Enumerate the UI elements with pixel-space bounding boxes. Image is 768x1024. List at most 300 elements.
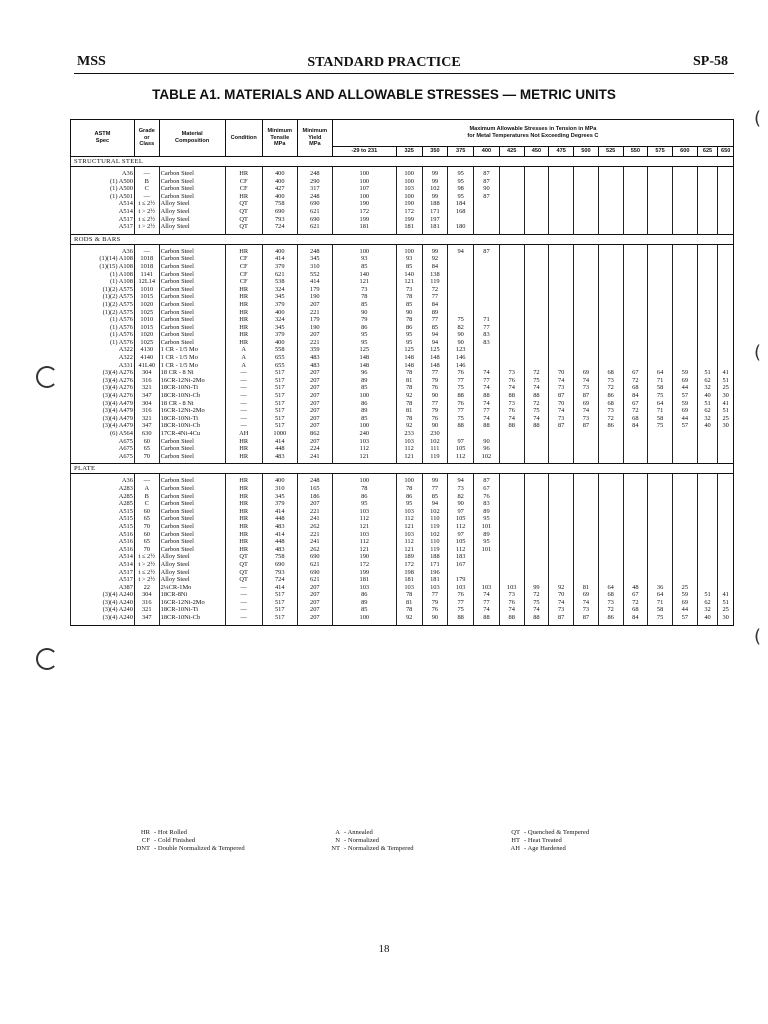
table-cell: Carbon Steel: [159, 331, 225, 339]
table-cell: 400: [262, 248, 297, 256]
table-cell: 90: [422, 422, 448, 430]
table-cell: 324: [262, 286, 297, 294]
table-cell: 59: [672, 400, 697, 408]
spacer-cell: [672, 622, 697, 626]
temp-col-7: 475: [549, 147, 574, 157]
table-cell: [549, 301, 574, 309]
table-cell: [623, 546, 648, 554]
table-cell: [623, 500, 648, 508]
table-cell: (1) A576: [71, 339, 135, 347]
table-cell: 4130: [134, 346, 159, 354]
table-cell: 103: [332, 584, 396, 592]
table-cell: [697, 531, 718, 539]
table-cell: [648, 263, 673, 271]
table-cell: Carbon Steel: [159, 193, 225, 201]
table-cell: 111: [422, 445, 448, 453]
table-cell: 88: [448, 392, 474, 400]
table-cell: A516: [71, 538, 135, 546]
table-cell: 86: [332, 591, 396, 599]
table-cell: [672, 248, 697, 256]
table-cell: 552: [297, 271, 332, 279]
table-cell: 172: [332, 208, 396, 216]
table-cell: (3)(4) A240: [71, 606, 135, 614]
section-row: [71, 234, 734, 244]
table-cell: [697, 561, 718, 569]
table-cell: [499, 515, 524, 523]
table-row: [71, 430, 734, 438]
table-row: [71, 248, 734, 256]
table-cell: 40: [697, 392, 718, 400]
table-cell: 41: [718, 400, 734, 408]
table-row: [71, 316, 734, 324]
page-number: 18: [378, 943, 390, 955]
table-cell: [448, 263, 474, 271]
table-cell: [623, 316, 648, 324]
table-cell: 74: [524, 415, 549, 423]
yield-label-2: Yield: [308, 134, 322, 141]
table-cell: 73: [549, 415, 574, 423]
table-cell: [524, 553, 549, 561]
table-cell: 76: [448, 400, 474, 408]
table-cell: 65: [134, 445, 159, 453]
table-cell: [499, 445, 524, 453]
table-cell: 1025: [134, 339, 159, 347]
table-cell: [549, 531, 574, 539]
legend-dash: -: [344, 837, 348, 844]
table-cell: 77: [474, 377, 500, 385]
table-cell: [648, 523, 673, 531]
table-row: [71, 301, 734, 309]
table-cell: 207: [297, 591, 332, 599]
table-cell: [574, 523, 599, 531]
legend-column-2: [320, 829, 414, 853]
table-cell: [549, 170, 574, 178]
legend-item: [500, 829, 589, 837]
table-cell: [648, 193, 673, 201]
table-cell: [574, 477, 599, 485]
table-cell: [672, 301, 697, 309]
table-cell: 76: [499, 599, 524, 607]
section-row: [71, 157, 734, 167]
table-cell: [648, 508, 673, 516]
table-cell: 483: [262, 546, 297, 554]
table-cell: 90: [396, 309, 422, 317]
table-cell: [524, 208, 549, 216]
table-cell: [598, 339, 623, 347]
table-cell: [574, 248, 599, 256]
table-cell: [549, 255, 574, 263]
table-row: [71, 538, 734, 546]
table-cell: 123: [448, 346, 474, 354]
table-cell: 199: [332, 569, 396, 577]
table-row: [71, 392, 734, 400]
table-cell: 73: [499, 369, 524, 377]
table-cell: 74: [474, 591, 500, 599]
table-cell: 92: [422, 255, 448, 263]
table-cell: —: [225, 606, 262, 614]
table-cell: 99: [422, 178, 448, 186]
table-cell: [549, 523, 574, 531]
table-head: [71, 120, 734, 157]
table-cell: [499, 569, 524, 577]
table-cell: 75: [448, 606, 474, 614]
table-cell: [623, 324, 648, 332]
table-cell: 621: [262, 271, 297, 279]
table-cell: 76: [422, 606, 448, 614]
table-cell: t > 2½: [134, 561, 159, 569]
table-cell: [474, 255, 500, 263]
table-cell: 1000: [262, 430, 297, 438]
table-cell: [574, 493, 599, 501]
legend-dash: -: [524, 845, 528, 852]
max-stress-label-1: Maximum Allowable Stresses in Tension in MPa: [469, 126, 597, 133]
table-cell: 87: [474, 170, 500, 178]
table-cell: [697, 185, 718, 193]
table-cell: HR: [225, 508, 262, 516]
table-cell: 78: [332, 485, 396, 493]
table-cell: [623, 185, 648, 193]
table-cell: 75: [648, 614, 673, 622]
table-cell: [718, 523, 734, 531]
table-cell: [524, 223, 549, 231]
table-cell: 103: [396, 508, 422, 516]
table-cell: [524, 170, 549, 178]
temp-col-12: 600: [672, 147, 697, 157]
table-cell: 483: [262, 453, 297, 461]
table-cell: [718, 430, 734, 438]
table-cell: A516: [71, 546, 135, 554]
table-cell: [697, 255, 718, 263]
table-cell: 75: [448, 384, 474, 392]
table-cell: [574, 438, 599, 446]
table-cell: [623, 263, 648, 271]
legend-text: Heat Treated: [527, 837, 562, 844]
table-row: [71, 546, 734, 554]
table-cell: 107: [332, 185, 396, 193]
table-cell: —: [225, 599, 262, 607]
table-cell: [598, 500, 623, 508]
table-cell: 517: [262, 369, 297, 377]
table-cell: [524, 278, 549, 286]
table-cell: 62: [697, 599, 718, 607]
table-cell: A: [225, 354, 262, 362]
table-cell: 112: [396, 538, 422, 546]
table-cell: 1141: [134, 271, 159, 279]
table-cell: 73: [499, 400, 524, 408]
table-cell: 92: [549, 584, 574, 592]
table-cell: 179: [297, 286, 332, 294]
table-cell: 75: [524, 377, 549, 385]
table-row: [71, 453, 734, 461]
table-cell: [623, 293, 648, 301]
table-cell: Carbon Steel: [159, 339, 225, 347]
table-cell: 88: [448, 614, 474, 622]
legend-abbr: A: [335, 829, 340, 836]
table-cell: (3)(4) A276: [71, 392, 135, 400]
table-cell: 85: [332, 301, 396, 309]
table-cell: 68: [623, 384, 648, 392]
table-cell: 18CR-10Ni-Ti: [159, 415, 225, 423]
table-cell: (3)(4) A240: [71, 591, 135, 599]
table-cell: [549, 493, 574, 501]
table-cell: 89: [422, 309, 448, 317]
table-cell: QT: [225, 576, 262, 584]
table-cell: [648, 546, 673, 554]
table-cell: 72: [623, 407, 648, 415]
table-cell: 101: [474, 546, 500, 554]
table-cell: 190: [297, 293, 332, 301]
spacer-cell: [332, 622, 396, 626]
table-row: [71, 309, 734, 317]
table-cell: [524, 569, 549, 577]
table-cell: Alloy Steel: [159, 553, 225, 561]
table-cell: [499, 263, 524, 271]
table-cell: 77: [474, 324, 500, 332]
table-cell: 167: [448, 561, 474, 569]
table-cell: [598, 193, 623, 201]
table-cell: [448, 309, 474, 317]
table-cell: [718, 508, 734, 516]
table-cell: 100: [332, 422, 396, 430]
table-cell: 427: [262, 185, 297, 193]
table-cell: 95: [332, 500, 396, 508]
table-cell: Alloy Steel: [159, 216, 225, 224]
table-cell: 87: [474, 193, 500, 201]
table-cell: 90: [422, 614, 448, 622]
table-cell: 68: [598, 369, 623, 377]
table-row: [71, 271, 734, 279]
table-cell: (3)(4) A240: [71, 599, 135, 607]
table-cell: 77: [422, 485, 448, 493]
table-cell: Carbon Steel: [159, 500, 225, 508]
table-cell: 70: [549, 400, 574, 408]
table-cell: [697, 576, 718, 584]
table-cell: 57: [672, 614, 697, 622]
table-cell: —: [134, 170, 159, 178]
table-cell: 125: [396, 346, 422, 354]
table-cell: 121: [332, 546, 396, 554]
table-cell: (3)(4) A479: [71, 407, 135, 415]
table-cell: 347: [134, 422, 159, 430]
table-cell: 51: [697, 591, 718, 599]
table-cell: 18 CR - 8 Ni: [159, 369, 225, 377]
table-cell: 321: [134, 384, 159, 392]
table-cell: [598, 216, 623, 224]
table-cell: [524, 523, 549, 531]
table-cell: 82: [448, 493, 474, 501]
table-cell: 233: [396, 430, 422, 438]
table-cell: [623, 553, 648, 561]
table-cell: 112: [396, 445, 422, 453]
table-row: [71, 485, 734, 493]
table-cell: [648, 493, 673, 501]
table-cell: A331: [71, 362, 135, 370]
table-cell: [574, 553, 599, 561]
table-cell: [549, 216, 574, 224]
table-cell: 121: [396, 523, 422, 531]
table-cell: [672, 200, 697, 208]
table-cell: 125: [422, 346, 448, 354]
table-cell: [598, 271, 623, 279]
table-cell: 189: [396, 553, 422, 561]
table-cell: 448: [262, 538, 297, 546]
table-cell: Carbon Steel: [159, 508, 225, 516]
table-cell: A517: [71, 569, 135, 577]
table-cell: 316: [134, 377, 159, 385]
table-cell: [574, 324, 599, 332]
table-cell: 73: [598, 377, 623, 385]
table-cell: 95: [332, 331, 396, 339]
table-cell: 78: [396, 316, 422, 324]
table-cell: [623, 523, 648, 531]
table-cell: [697, 301, 718, 309]
table-cell: 517: [262, 407, 297, 415]
table-cell: [474, 278, 500, 286]
table-cell: 77: [448, 377, 474, 385]
table-cell: [697, 271, 718, 279]
table-cell: 58: [648, 606, 673, 614]
spacer-cell: [574, 622, 599, 626]
table-cell: Carbon Steel: [159, 309, 225, 317]
table-cell: 76: [448, 591, 474, 599]
table-cell: [499, 309, 524, 317]
table-cell: 97: [448, 508, 474, 516]
table-cell: HR: [225, 493, 262, 501]
header-rule: [74, 73, 734, 74]
table-row: [71, 477, 734, 485]
table-cell: [499, 546, 524, 554]
table-cell: 78: [396, 384, 422, 392]
table-cell: [524, 354, 549, 362]
spacer-cell: [598, 622, 623, 626]
table-cell: —: [225, 415, 262, 423]
table-cell: 73: [549, 384, 574, 392]
table-cell: 181: [422, 576, 448, 584]
header-left: MSS: [77, 54, 106, 69]
table-cell: 121: [396, 453, 422, 461]
table-cell: 44: [672, 415, 697, 423]
table-cell: [623, 493, 648, 501]
table-cell: [574, 170, 599, 178]
table-cell: 77: [474, 599, 500, 607]
table-cell: [549, 546, 574, 554]
table-cell: [623, 561, 648, 569]
table-cell: 148: [396, 354, 422, 362]
table-cell: 79: [422, 407, 448, 415]
table-cell: Carbon Steel: [159, 301, 225, 309]
table-cell: [718, 362, 734, 370]
table-cell: —: [225, 369, 262, 377]
legend-abbr: DNT: [136, 845, 150, 852]
table-cell: 71: [648, 407, 673, 415]
table-cell: 121: [332, 523, 396, 531]
table-cell: 690: [297, 569, 332, 577]
table-cell: [598, 523, 623, 531]
table-row: [71, 346, 734, 354]
table-cell: 84: [422, 263, 448, 271]
table-cell: 97: [448, 438, 474, 446]
table-cell: 89: [474, 508, 500, 516]
table-cell: [499, 493, 524, 501]
table-cell: 57: [672, 422, 697, 430]
margin-bracket-mark: (: [754, 342, 762, 363]
table-cell: [524, 515, 549, 523]
table-cell: [648, 200, 673, 208]
table-cell: 51: [718, 599, 734, 607]
table-cell: [499, 453, 524, 461]
table-cell: [549, 316, 574, 324]
table-cell: 119: [422, 278, 448, 286]
table-cell: [672, 500, 697, 508]
table-cell: A514: [71, 553, 135, 561]
table-cell: [524, 346, 549, 354]
table-cell: 72: [524, 591, 549, 599]
spacer-cell: [297, 622, 332, 626]
spec-label: Spec: [95, 138, 110, 144]
table-cell: 1015: [134, 324, 159, 332]
table-cell: [549, 477, 574, 485]
table-row: [71, 278, 734, 286]
table-cell: [524, 453, 549, 461]
table-cell: 92: [396, 422, 422, 430]
spacer-cell: [474, 622, 500, 626]
table-cell: [598, 346, 623, 354]
table-cell: [623, 170, 648, 178]
legend-dash: -: [524, 837, 528, 844]
table-cell: [549, 569, 574, 577]
table-cell: [598, 178, 623, 186]
table-cell: [499, 508, 524, 516]
table-cell: Alloy Steel: [159, 208, 225, 216]
table-cell: 483: [297, 354, 332, 362]
table-cell: 18CR-10Ni-Cb: [159, 392, 225, 400]
table-cell: [524, 445, 549, 453]
table-cell: (1)(15) A108: [71, 263, 135, 271]
table-cell: 78: [396, 591, 422, 599]
table-cell: 79: [422, 599, 448, 607]
table-cell: 87: [474, 477, 500, 485]
table-cell: 73: [598, 407, 623, 415]
table-cell: HR: [225, 301, 262, 309]
table-cell: t ≤ 2½: [134, 216, 159, 224]
table-cell: 103: [422, 584, 448, 592]
table-cell: Carbon Steel: [159, 248, 225, 256]
table-cell: 102: [422, 185, 448, 193]
table-cell: 69: [672, 377, 697, 385]
table-cell: [598, 309, 623, 317]
table-cell: CF: [225, 185, 262, 193]
table-cell: 74: [499, 415, 524, 423]
table-cell: 414: [262, 255, 297, 263]
table-cell: [672, 445, 697, 453]
table-cell: 207: [297, 422, 332, 430]
table-cell: 84: [623, 422, 648, 430]
table-cell: 78: [396, 369, 422, 377]
materials-table: [70, 119, 734, 626]
table-cell: [574, 331, 599, 339]
table-cell: [574, 531, 599, 539]
table-cell: 190: [396, 200, 422, 208]
table-cell: [623, 569, 648, 577]
table-cell: 75: [648, 422, 673, 430]
table-cell: [672, 271, 697, 279]
table-cell: [524, 309, 549, 317]
table-cell: 75: [524, 599, 549, 607]
table-cell: 87: [474, 248, 500, 256]
table-cell: 81: [396, 407, 422, 415]
table-cell: [499, 248, 524, 256]
table-cell: 103: [332, 438, 396, 446]
